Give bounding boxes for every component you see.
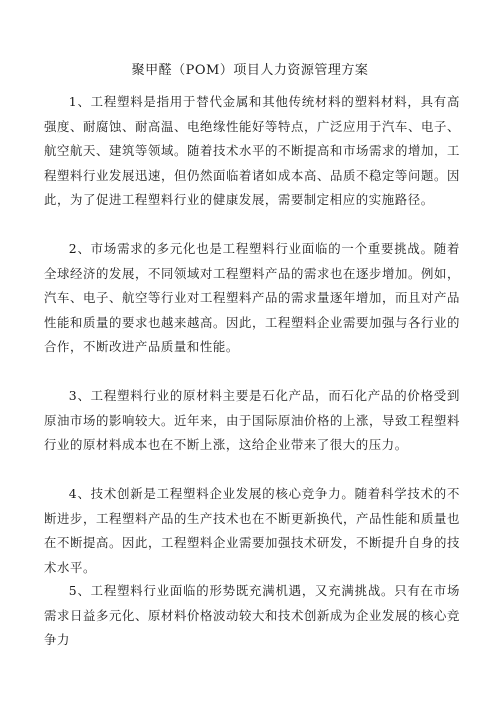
paragraph-2: 2、市场需求的多元化也是工程塑料行业面临的一个重要挑战。随着全球经济的发展，不同领域对工程塑料产品的需求也在逐步增加。例如，汽车、电子、航空等行业对工程塑料产品的需求量逐年增加，而且对产品性能和质量的要求也越来越高。因此，工程塑料企业需要加强与各行业的合作，不断改进产品质量和性能。: [44, 241, 460, 354]
paragraph-1: 1、工程塑料是指用于替代金属和其他传统材料的塑料材料，具有高强度、耐腐蚀、耐高温、电绝缘性能好等特点，广泛应用于汽车、电子、航空航天、建筑等领域。随着技术水平的不断提高和市场需求的增加，工程塑料行业发展迅速，但仍然面临着诸如成本高、品质不稳定等问题。因此，为了促进工程塑料行业的健康发展，需要制定相应的实施路径。: [44, 94, 460, 207]
paragraph-3: 3、工程塑料行业的原材料主要是石化产品，而石化产品的价格受到原油市场的影响较大。近年来，由于国际原油价格的上涨，导致工程塑料行业的原材料成本也在不断上涨，这给企业带来了很大的压力。: [44, 388, 460, 452]
paragraph-4: 4、技术创新是工程塑料企业发展的核心竞争力。随着科学技术的不断进步，工程塑料产品的生产技术也在不断更新换代，产品性能和质量也在不断提高。因此，工程塑料企业需要加强技术研发，不断提升自身的技术水平。: [44, 486, 460, 575]
document-title: 聚甲醛（POM）项目人力资源管理方案: [131, 63, 369, 78]
paragraph-5: 5、工程塑料行业面临的形势既充满机遇，又充满挑战。只有在市场需求日益多元化、原材料价格波动较大和技术创新成为企业发展的核心竞争力: [44, 583, 460, 647]
